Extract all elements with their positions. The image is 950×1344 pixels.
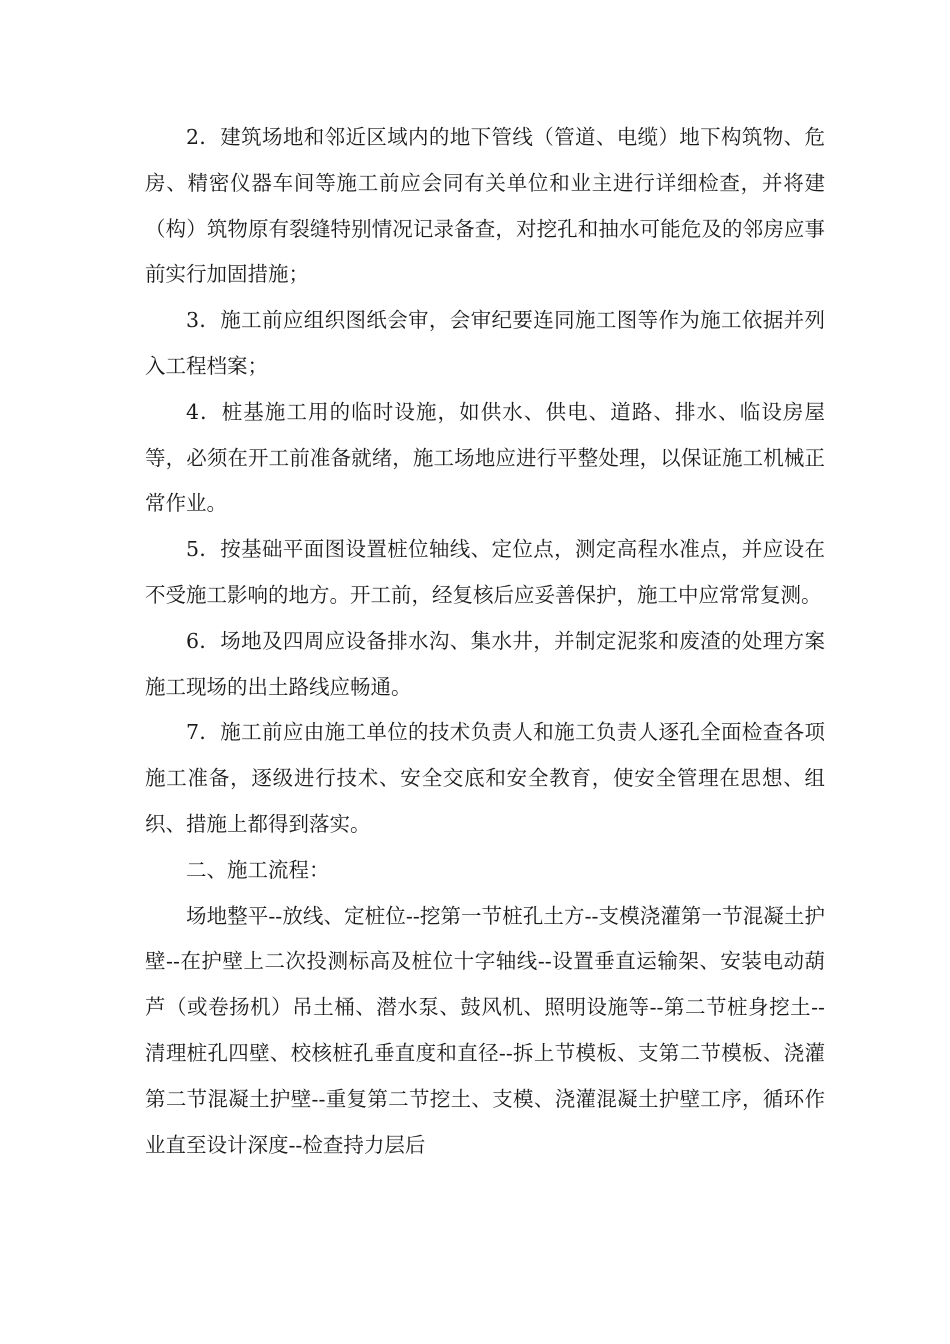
paragraph-item-6: 6．场地及四周应设备排水沟、集水井，并制定泥浆和废渣的处理方案施工现场的出土路线应畅通。 xyxy=(145,628,825,699)
paragraph-item-5: 5．按基础平面图设置桩位轴线、定位点，测定高程水准点，并应设在不受施工影响的地方。开工前，经复核后应妥善保护，施工中应常常复测。 xyxy=(145,537,825,607)
paragraph-process-flow: 场地整平--放线、定桩位--挖第一节桩孔土方--支模浇灌第一节混凝土护壁--在护壁上二次投测标高及桩位十字轴线--设置垂直运输架、安装电动葫芦（或卷扬机）吊土桶、潜水泵、鼓风机、照明设施等--第二节桩身挖土--清理桩孔四壁、校核桩孔垂直度和直径--拆上节模板、支第二节模板、浇灌第二节混凝土护壁--重复第二节挖土、支模、浇灌混凝土护壁工序，循环作业直至设计深度--检查持力层后 xyxy=(145,903,825,1157)
paragraph-item-3: 3．施工前应组织图纸会审，会审纪要连同施工图等作为施工依据并列入工程档案； xyxy=(145,308,825,378)
paragraph-item-4: 4．桩基施工用的临时设施，如供水、供电、道路、排水、临设房屋等，必须在开工前准备就绪，施工场地应进行平整处理，以保证施工机械正常作业。 xyxy=(145,399,825,516)
document-body xyxy=(145,115,825,1168)
section-heading-construction-process: 二、施工流程： xyxy=(186,857,330,882)
paragraph-item-2: 2．建筑场地和邻近区域内的地下管线（管道、电缆）地下构筑物、危房、精密仪器车间等施工前应会同有关单位和业主进行详细检查，并将建（构）筑物原有裂缝特别情况记录备查，对挖孔和抽水可能危及的邻房应事前实行加固措施； xyxy=(145,125,825,287)
paragraph-item-7: 7．施工前应由施工单位的技术负责人和施工负责人逐孔全面检查各项施工准备，逐级进行技术、安全交底和安全教育，使安全管理在思想、组织、措施上都得到落实。 xyxy=(145,720,825,836)
